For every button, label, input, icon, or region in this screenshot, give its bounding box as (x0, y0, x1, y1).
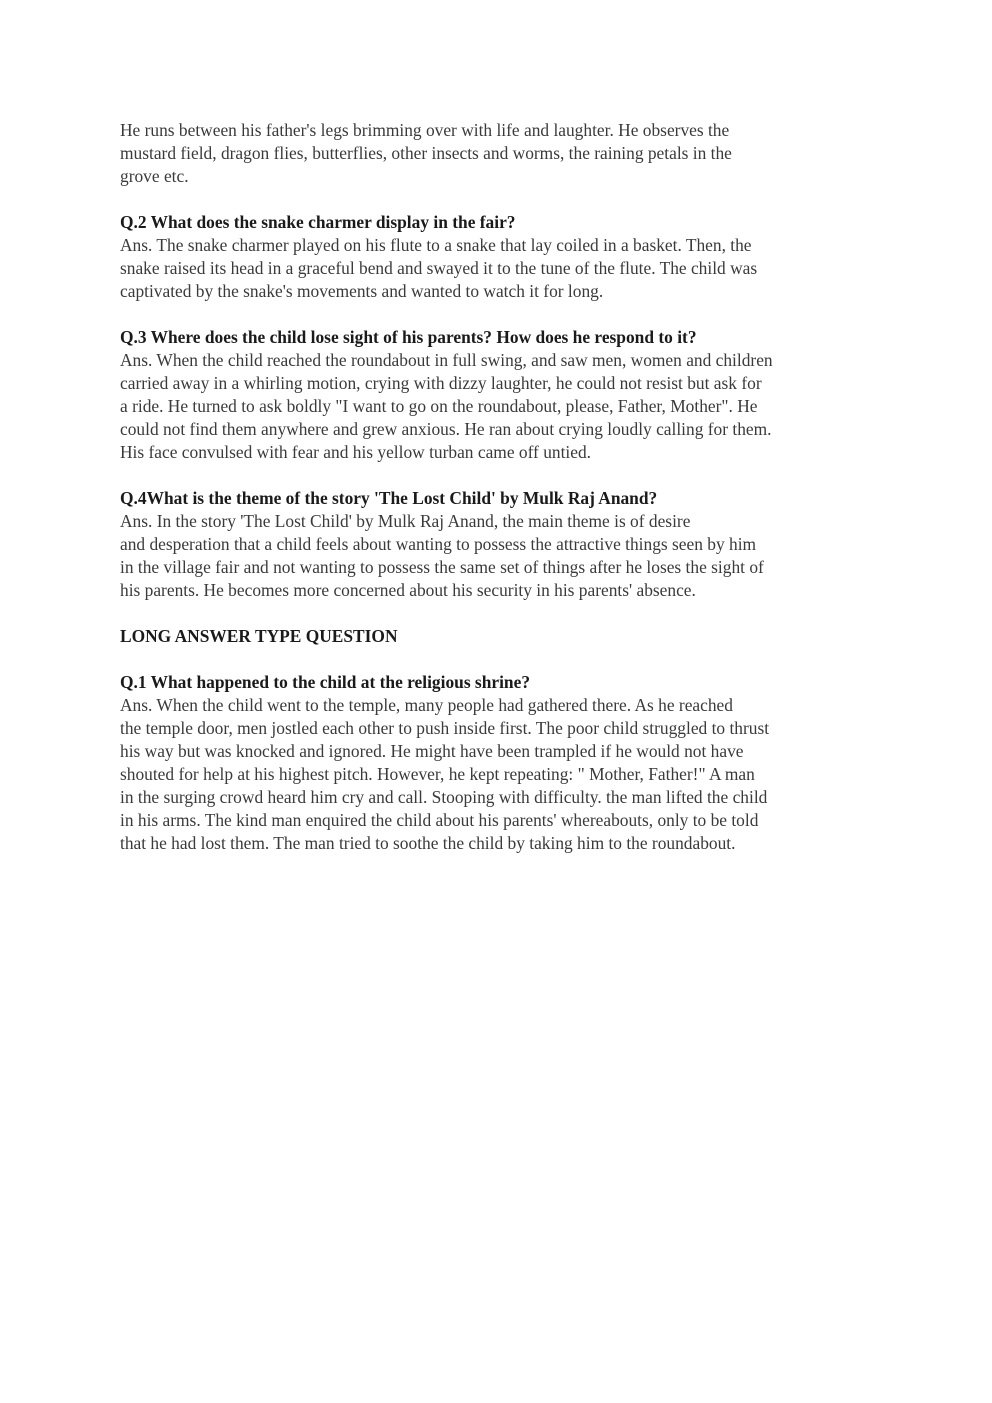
answer-line: snake raised its head in a graceful bend and swayed it to the tune of the flute. The child was (120, 258, 758, 278)
document-page (120, 119, 880, 878)
answer-line: his way but was knocked and ignored. He might have been trampled if he would not have (120, 741, 744, 761)
text-line: grove etc. (120, 166, 189, 186)
answer-line: in the village fair and not wanting to possess the same set of things after he loses the sight of (120, 557, 764, 577)
long-question-1: Q.1 What happened to the child at the religious shrine? (120, 672, 531, 692)
answer-line: shouted for help at his highest pitch. However, he kept repeating: " Mother, Father!" A man (120, 764, 755, 784)
question-2-block (120, 211, 880, 303)
text-line: mustard field, dragon flies, butterflies, other insects and worms, the raining petals in the (120, 143, 732, 163)
answer-line: His face convulsed with fear and his yellow turban came off untied. (120, 442, 592, 462)
answer-line: Ans. In the story 'The Lost Child' by Mulk Raj Anand, the main theme is of desire (120, 511, 691, 531)
question-4-block (120, 487, 880, 602)
section-heading: LONG ANSWER TYPE QUESTION (120, 626, 398, 646)
answer-line: captivated by the snake's movements and wanted to watch it for long. (120, 281, 604, 301)
question-2: Q.2 What does the snake charmer display in the fair? (120, 212, 516, 232)
answer-line: that he had lost them. The man tried to soothe the child by taking him to the roundabout. (120, 833, 736, 853)
answer-line: could not find them anywhere and grew anxious. He ran about crying loudly calling for them. (120, 419, 772, 439)
answer-line: carried away in a whirling motion, crying with dizzy laughter, he could not resist but ask for (120, 373, 762, 393)
question-4: Q.4What is the theme of the story 'The Lost Child' by Mulk Raj Anand? (120, 488, 658, 508)
answer-line: his parents. He becomes more concerned about his security in his parents' absence. (120, 580, 696, 600)
answer-line: in his arms. The kind man enquired the child about his parents' whereabouts, only to be told (120, 810, 759, 830)
intro-paragraph (120, 119, 880, 188)
answer-line: the temple door, men jostled each other to push inside first. The poor child struggled to thrust (120, 718, 770, 738)
answer-line: in the surging crowd heard him cry and call. Stooping with difficulty. the man lifted the child (120, 787, 768, 807)
question-3: Q.3 Where does the child lose sight of his parents? How does he respond to it? (120, 327, 697, 347)
answer-line: Ans. When the child reached the roundabout in full swing, and saw men, women and children (120, 350, 773, 370)
answer-line: Ans. The snake charmer played on his flute to a snake that lay coiled in a basket. Then, the (120, 235, 752, 255)
answer-line: a ride. He turned to ask boldly "I want to go on the roundabout, please, Father, Mother". He (120, 396, 758, 416)
question-3-block (120, 326, 880, 464)
text-line: He runs between his father's legs brimming over with life and laughter. He observes the (120, 120, 730, 140)
answer-line: and desperation that a child feels about wanting to possess the attractive things seen by him (120, 534, 757, 554)
answer-line: Ans. When the child went to the temple, many people had gathered there. As he reached (120, 695, 733, 715)
long-question-1-block (120, 671, 880, 855)
